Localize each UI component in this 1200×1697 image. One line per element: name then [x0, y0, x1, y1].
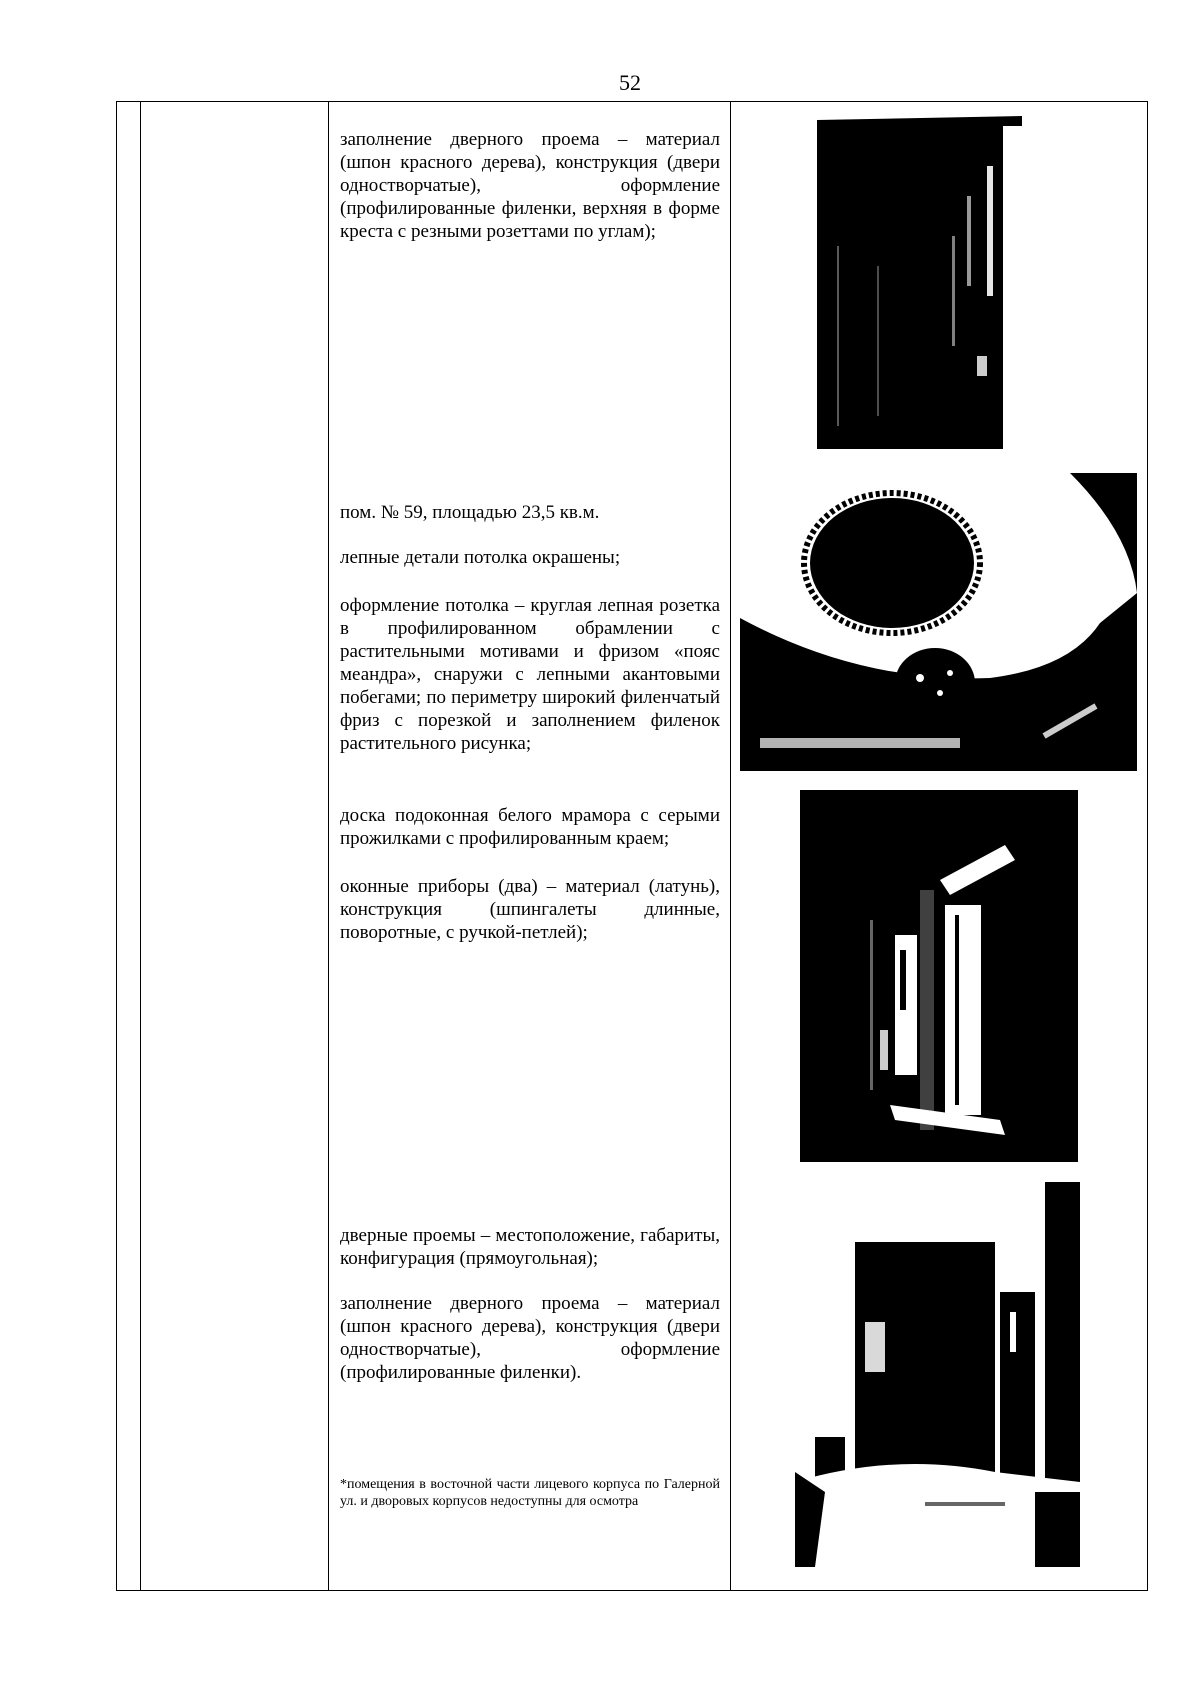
footnote: *помещения в восточной части лицевого корпуса по Галерной ул. и дворовых корпусов недоступны для осмотра: [340, 1477, 720, 1509]
ceiling-painted-text: лепные детали потолка окрашены;: [340, 547, 621, 568]
windowsill-text: доска подоконная белого мрамора с серыми прожилками с профилированным краем;: [340, 805, 720, 849]
door-photo-icon: [817, 106, 1022, 449]
page-number: 52: [619, 70, 641, 95]
door-photo-2: [795, 1182, 1080, 1567]
ceiling-rosette-photo-icon: [740, 473, 1137, 771]
ceiling-design-text: оформление потолка – круглая лепная розетка в профилированном обрамлении с растительными мотивами и фризом «пояс меандра», снаружи с лепными акантовыми побегами; по периметру широкий филенчатый фриз с порезкой и заполнением филенок растительного рисунка;: [340, 595, 720, 754]
door-photo-2-icon: [795, 1182, 1080, 1567]
door-fill-description-1: заполнение дверного проема – материал (шпон красного дерева), конструкция (двери одностворчатые), оформление (профилированные филенки, верхняя в форме креста с резными розеттами по углам);: [340, 129, 720, 242]
window-photo-icon: [800, 790, 1078, 1162]
column-divider-1: [140, 101, 141, 1591]
door-openings-text: дверные проемы – местоположение, габариты, конфигурация (прямоугольная);: [340, 1225, 720, 1269]
room-59-heading: пом. № 59, площадью 23,5 кв.м.: [340, 502, 600, 523]
door-fill-description-2: заполнение дверного проема – материал (шпон красного дерева), конструкция (двери одностворчатые), оформление (профилированные филенки).: [340, 1293, 720, 1383]
door-photo-1: [817, 106, 1022, 449]
window-photo: [800, 790, 1078, 1162]
window-devices-text: оконные приборы (два) – материал (латунь), конструкция (шпингалеты длинные, поворотные, с ручкой-петлей);: [340, 876, 720, 943]
column-divider-3: [730, 101, 731, 1591]
ceiling-rosette-photo: [740, 473, 1137, 771]
column-divider-2: [328, 101, 329, 1591]
